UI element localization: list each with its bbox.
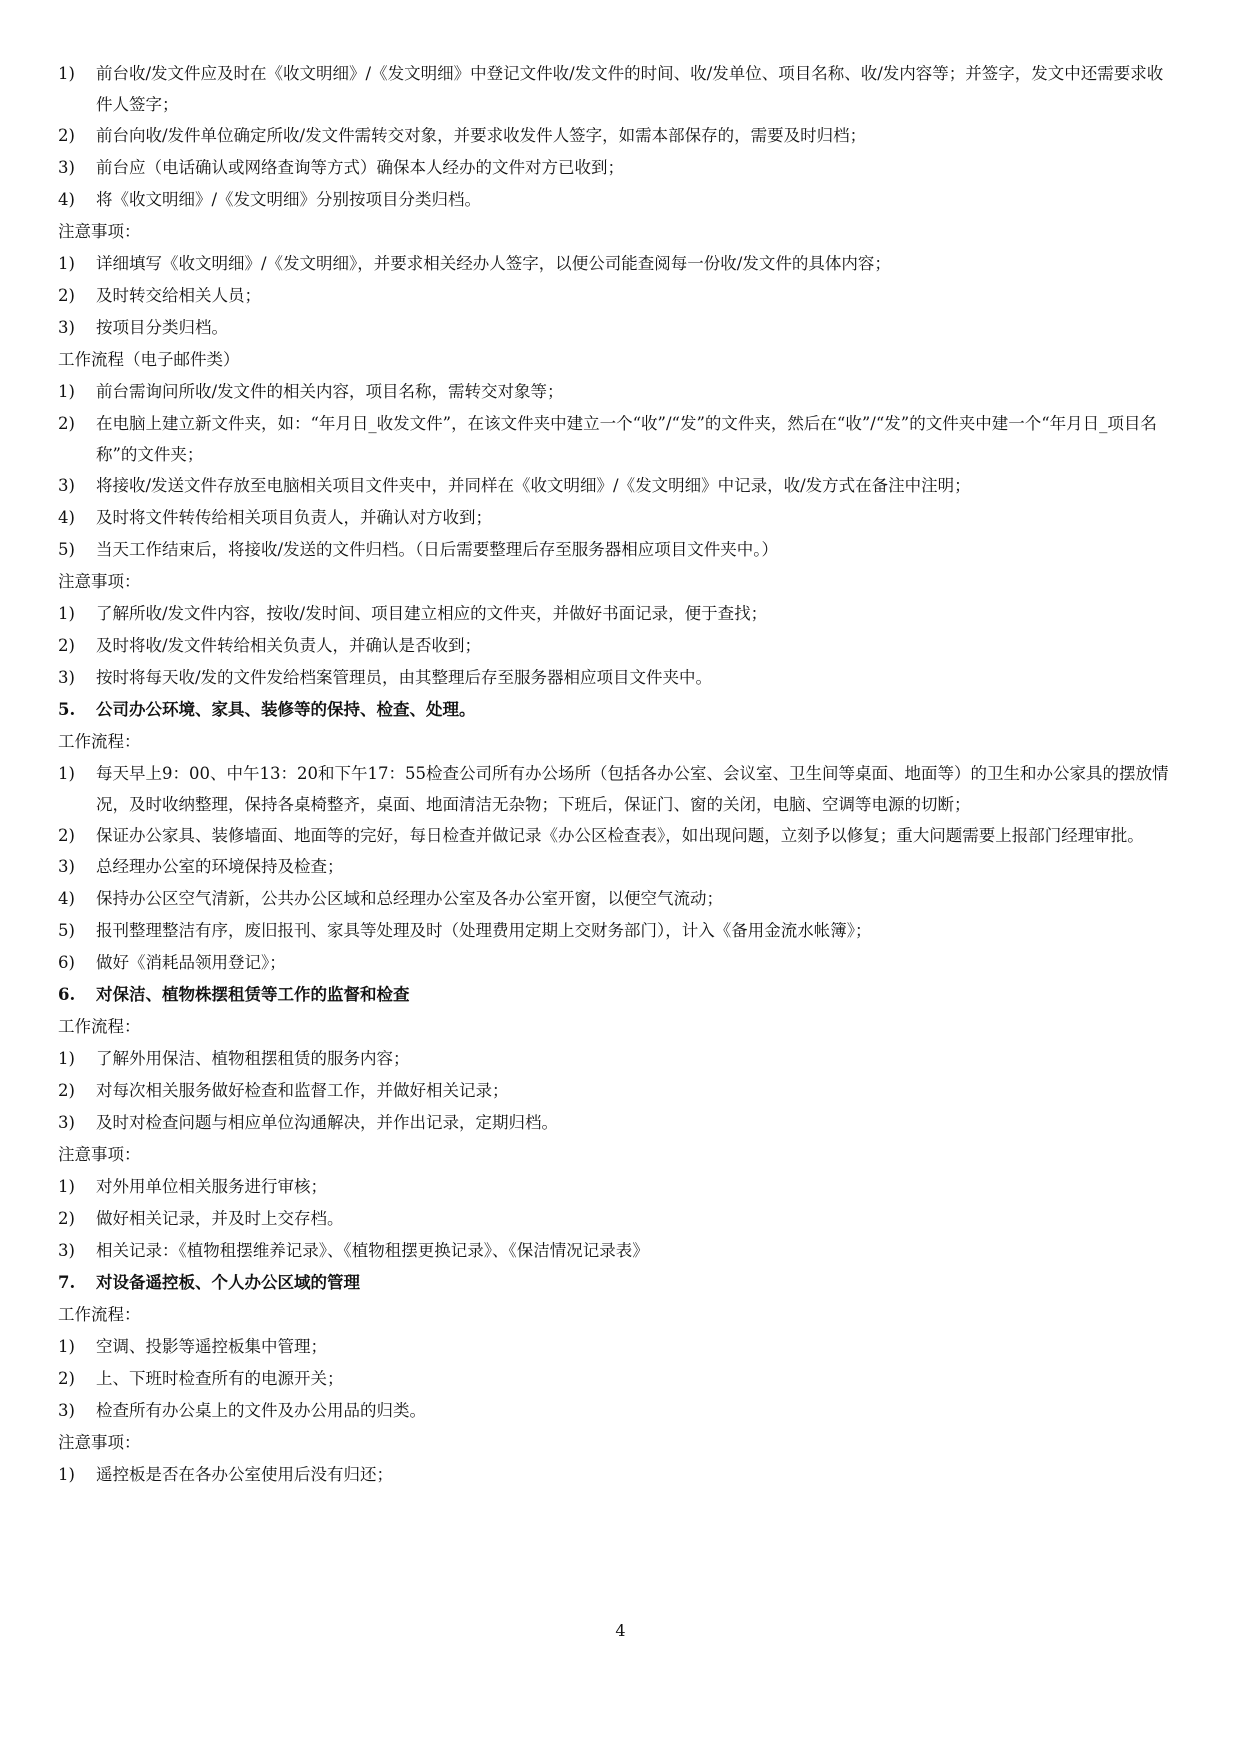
list-item — [58, 534, 1178, 566]
list-item-text: 上、下班时检查所有的电源开关； — [96, 1369, 344, 1388]
list-item-number: 1) — [58, 1337, 75, 1356]
list-item-number: 3) — [58, 857, 75, 876]
list-item-number: 3) — [58, 476, 75, 495]
list-item-number: 3) — [58, 1113, 75, 1132]
section-label: 工作流程： — [58, 1017, 141, 1036]
list-item-number: 4) — [58, 508, 75, 527]
list-item — [58, 1331, 1178, 1363]
list-item-text: 前台需询问所收/发文件的相关内容，项目名称，需转交对象等； — [96, 382, 564, 401]
list-item-text: 每天早上9：00、中午13：20和下午17：55检查公司所有办公场所（包括各办公室、会议室、卫生间等桌面、地面等）的卫生和办公家具的摆放情况，及时收纳整理，保持各桌椅整齐，桌面、地面清洁无杂物；下班后，保证门、窗的关闭，电脑、空调等电源的切断； — [96, 764, 1169, 814]
list-item-number: 2) — [58, 286, 75, 305]
list-item — [58, 58, 1178, 120]
heading-number: 6. — [58, 985, 76, 1004]
list-item-text: 前台应（电话确认或网络查询等方式）确保本人经办的文件对方已收到； — [96, 158, 624, 177]
list-item-number: 1) — [58, 382, 75, 401]
list-item-number: 2) — [58, 414, 75, 433]
list-item-text: 前台收/发文件应及时在《收文明细》/《发文明细》中登记文件收/发文件的时间、收/发单位、项目名称、收/发内容等；并签字，发文中还需要求收件人签字； — [96, 64, 1164, 114]
list-item — [58, 883, 1178, 915]
list-item-number: 2) — [58, 126, 75, 145]
list-item-number: 6) — [58, 953, 75, 972]
list-item-number: 1) — [58, 64, 75, 83]
heading-text: 对设备遥控板、个人办公区域的管理 — [96, 1273, 360, 1292]
list-item-text: 按项目分类归档。 — [96, 318, 228, 337]
list-item — [58, 502, 1178, 534]
section-label: 注意事项： — [58, 1145, 141, 1164]
list-item-number: 1) — [58, 1465, 75, 1484]
list-item — [58, 152, 1178, 184]
list-item — [58, 1395, 1178, 1427]
section-label: 工作流程（电子邮件类） — [58, 350, 240, 369]
list-item — [58, 470, 1178, 502]
section-heading — [58, 979, 1178, 1011]
list-item-text: 对外用单位相关服务进行审核； — [96, 1177, 327, 1196]
document-body — [58, 58, 1178, 1491]
list-item-text: 详细填写《收文明细》/《发文明细》，并要求相关经办人签字，以便公司能查阅每一份收/发文件的具体内容； — [96, 254, 891, 273]
list-item-number: 4) — [58, 190, 75, 209]
list-item-text: 在电脑上建立新文件夹，如：“年月日_收发文件”，在该文件夹中建立一个“收”/“发”的文件夹，然后在“收”/“发”的文件夹中建一个“年月日_项目名称”的文件夹； — [96, 414, 1157, 464]
section-label: 工作流程： — [58, 732, 141, 751]
list-item-number: 3) — [58, 668, 75, 687]
list-item — [58, 1203, 1178, 1235]
list-item-text: 做好《消耗品领用登记》； — [96, 953, 286, 972]
list-item-number: 3) — [58, 318, 75, 337]
list-item-number: 1) — [58, 764, 75, 783]
page-number: 4 — [615, 1621, 626, 1640]
list-item-text: 及时转交给相关人员； — [96, 286, 261, 305]
section-label: 注意事项： — [58, 1433, 141, 1452]
list-item-number: 2) — [58, 1369, 75, 1388]
list-item — [58, 1043, 1178, 1075]
list-item — [58, 630, 1178, 662]
section-label: 注意事项： — [58, 572, 141, 591]
list-item-text: 保证办公家具、装修墙面、地面等的完好，每日检查并做记录《办公区检查表》，如出现问题，立刻予以修复；重大问题需要上报部门经理审批。 — [96, 826, 1144, 845]
list-item-text: 空调、投影等遥控板集中管理； — [96, 1337, 327, 1356]
list-item-text: 检查所有办公桌上的文件及办公用品的归类。 — [96, 1401, 426, 1420]
list-item-text: 保持办公区空气清新，公共办公区域和总经理办公室及各办公室开窗，以便空气流动； — [96, 889, 723, 908]
section-label: 注意事项： — [58, 222, 141, 241]
list-item-number: 3) — [58, 158, 75, 177]
list-item-number: 2) — [58, 636, 75, 655]
list-item-number: 1) — [58, 1177, 75, 1196]
list-item-text: 按时将每天收/发的文件发给档案管理员，由其整理后存至服务器相应项目文件夹中。 — [96, 668, 713, 687]
list-item-number: 3) — [58, 1241, 75, 1260]
list-item-number: 1) — [58, 604, 75, 623]
list-item — [58, 598, 1178, 630]
list-item-text: 总经理办公室的环境保持及检查； — [96, 857, 344, 876]
list-item-text: 对每次相关服务做好检查和监督工作，并做好相关记录； — [96, 1081, 509, 1100]
list-item-text: 及时对检查问题与相应单位沟通解决，并作出记录，定期归档。 — [96, 1113, 558, 1132]
list-item-text: 将接收/发送文件存放至电脑相关项目文件夹中，并同样在《收文明细》/《发文明细》中记录，收/发方式在备注中注明； — [96, 476, 971, 495]
list-item — [58, 280, 1178, 312]
list-item — [58, 1235, 1178, 1267]
list-item-text: 前台向收/发件单位确定所收/发文件需转交对象，并要求收发件人签字，如需本部保存的，需要及时归档； — [96, 126, 867, 145]
list-item — [58, 1459, 1178, 1491]
list-item — [58, 758, 1178, 820]
list-item-number: 3) — [58, 1401, 75, 1420]
heading-number: 5. — [58, 700, 76, 719]
list-item-text: 将《收文明细》/《发文明细》分别按项目分类归档。 — [96, 190, 482, 209]
list-item-text: 及时将文件转传给相关项目负责人，并确认对方收到； — [96, 508, 492, 527]
list-item-text: 了解所收/发文件内容，按收/发时间、项目建立相应的文件夹，并做好书面记录，便于查找； — [96, 604, 768, 623]
list-item — [58, 1171, 1178, 1203]
list-item-number: 2) — [58, 826, 75, 845]
list-item-number: 4) — [58, 889, 75, 908]
list-item — [58, 1107, 1178, 1139]
list-item-text: 了解外用保洁、植物租摆租赁的服务内容； — [96, 1049, 410, 1068]
list-item — [58, 947, 1178, 979]
list-item — [58, 376, 1178, 408]
list-item — [58, 662, 1178, 694]
list-item-number: 1) — [58, 1049, 75, 1068]
list-item-text: 当天工作结束后，将接收/发送的文件归档。（日后需要整理后存至服务器相应项目文件夹中。） — [96, 540, 779, 559]
list-item-text: 做好相关记录，并及时上交存档。 — [96, 1209, 344, 1228]
list-item-text: 报刊整理整洁有序，废旧报刊、家具等处理及时（处理费用定期上交财务部门），计入《备用金流水帐簿》； — [96, 921, 872, 940]
list-item — [58, 1075, 1178, 1107]
list-item-number: 5) — [58, 540, 75, 559]
list-item-text: 相关记录：《植物租摆维养记录》、《植物租摆更换记录》、《保洁情况记录表》 — [96, 1241, 649, 1260]
list-item-text: 遥控板是否在各办公室使用后没有归还； — [96, 1465, 393, 1484]
section-label: 工作流程： — [58, 1305, 141, 1324]
list-item — [58, 312, 1178, 344]
list-item — [58, 248, 1178, 280]
heading-text: 公司办公环境、家具、装修等的保持、检查、处理。 — [96, 700, 476, 719]
list-item — [58, 915, 1178, 947]
section-heading — [58, 1267, 1178, 1299]
list-item — [58, 408, 1178, 470]
list-item — [58, 851, 1178, 883]
list-item — [58, 184, 1178, 216]
list-item — [58, 820, 1178, 851]
list-item — [58, 120, 1178, 152]
section-heading — [58, 694, 1178, 726]
list-item-number: 2) — [58, 1209, 75, 1228]
list-item-number: 1) — [58, 254, 75, 273]
heading-text: 对保洁、植物株摆租赁等工作的监督和检查 — [96, 985, 410, 1004]
list-item-number: 2) — [58, 1081, 75, 1100]
list-item-number: 5) — [58, 921, 75, 940]
list-item-text: 及时将收/发文件转给相关负责人，并确认是否收到； — [96, 636, 482, 655]
heading-number: 7. — [58, 1273, 76, 1292]
list-item — [58, 1363, 1178, 1395]
